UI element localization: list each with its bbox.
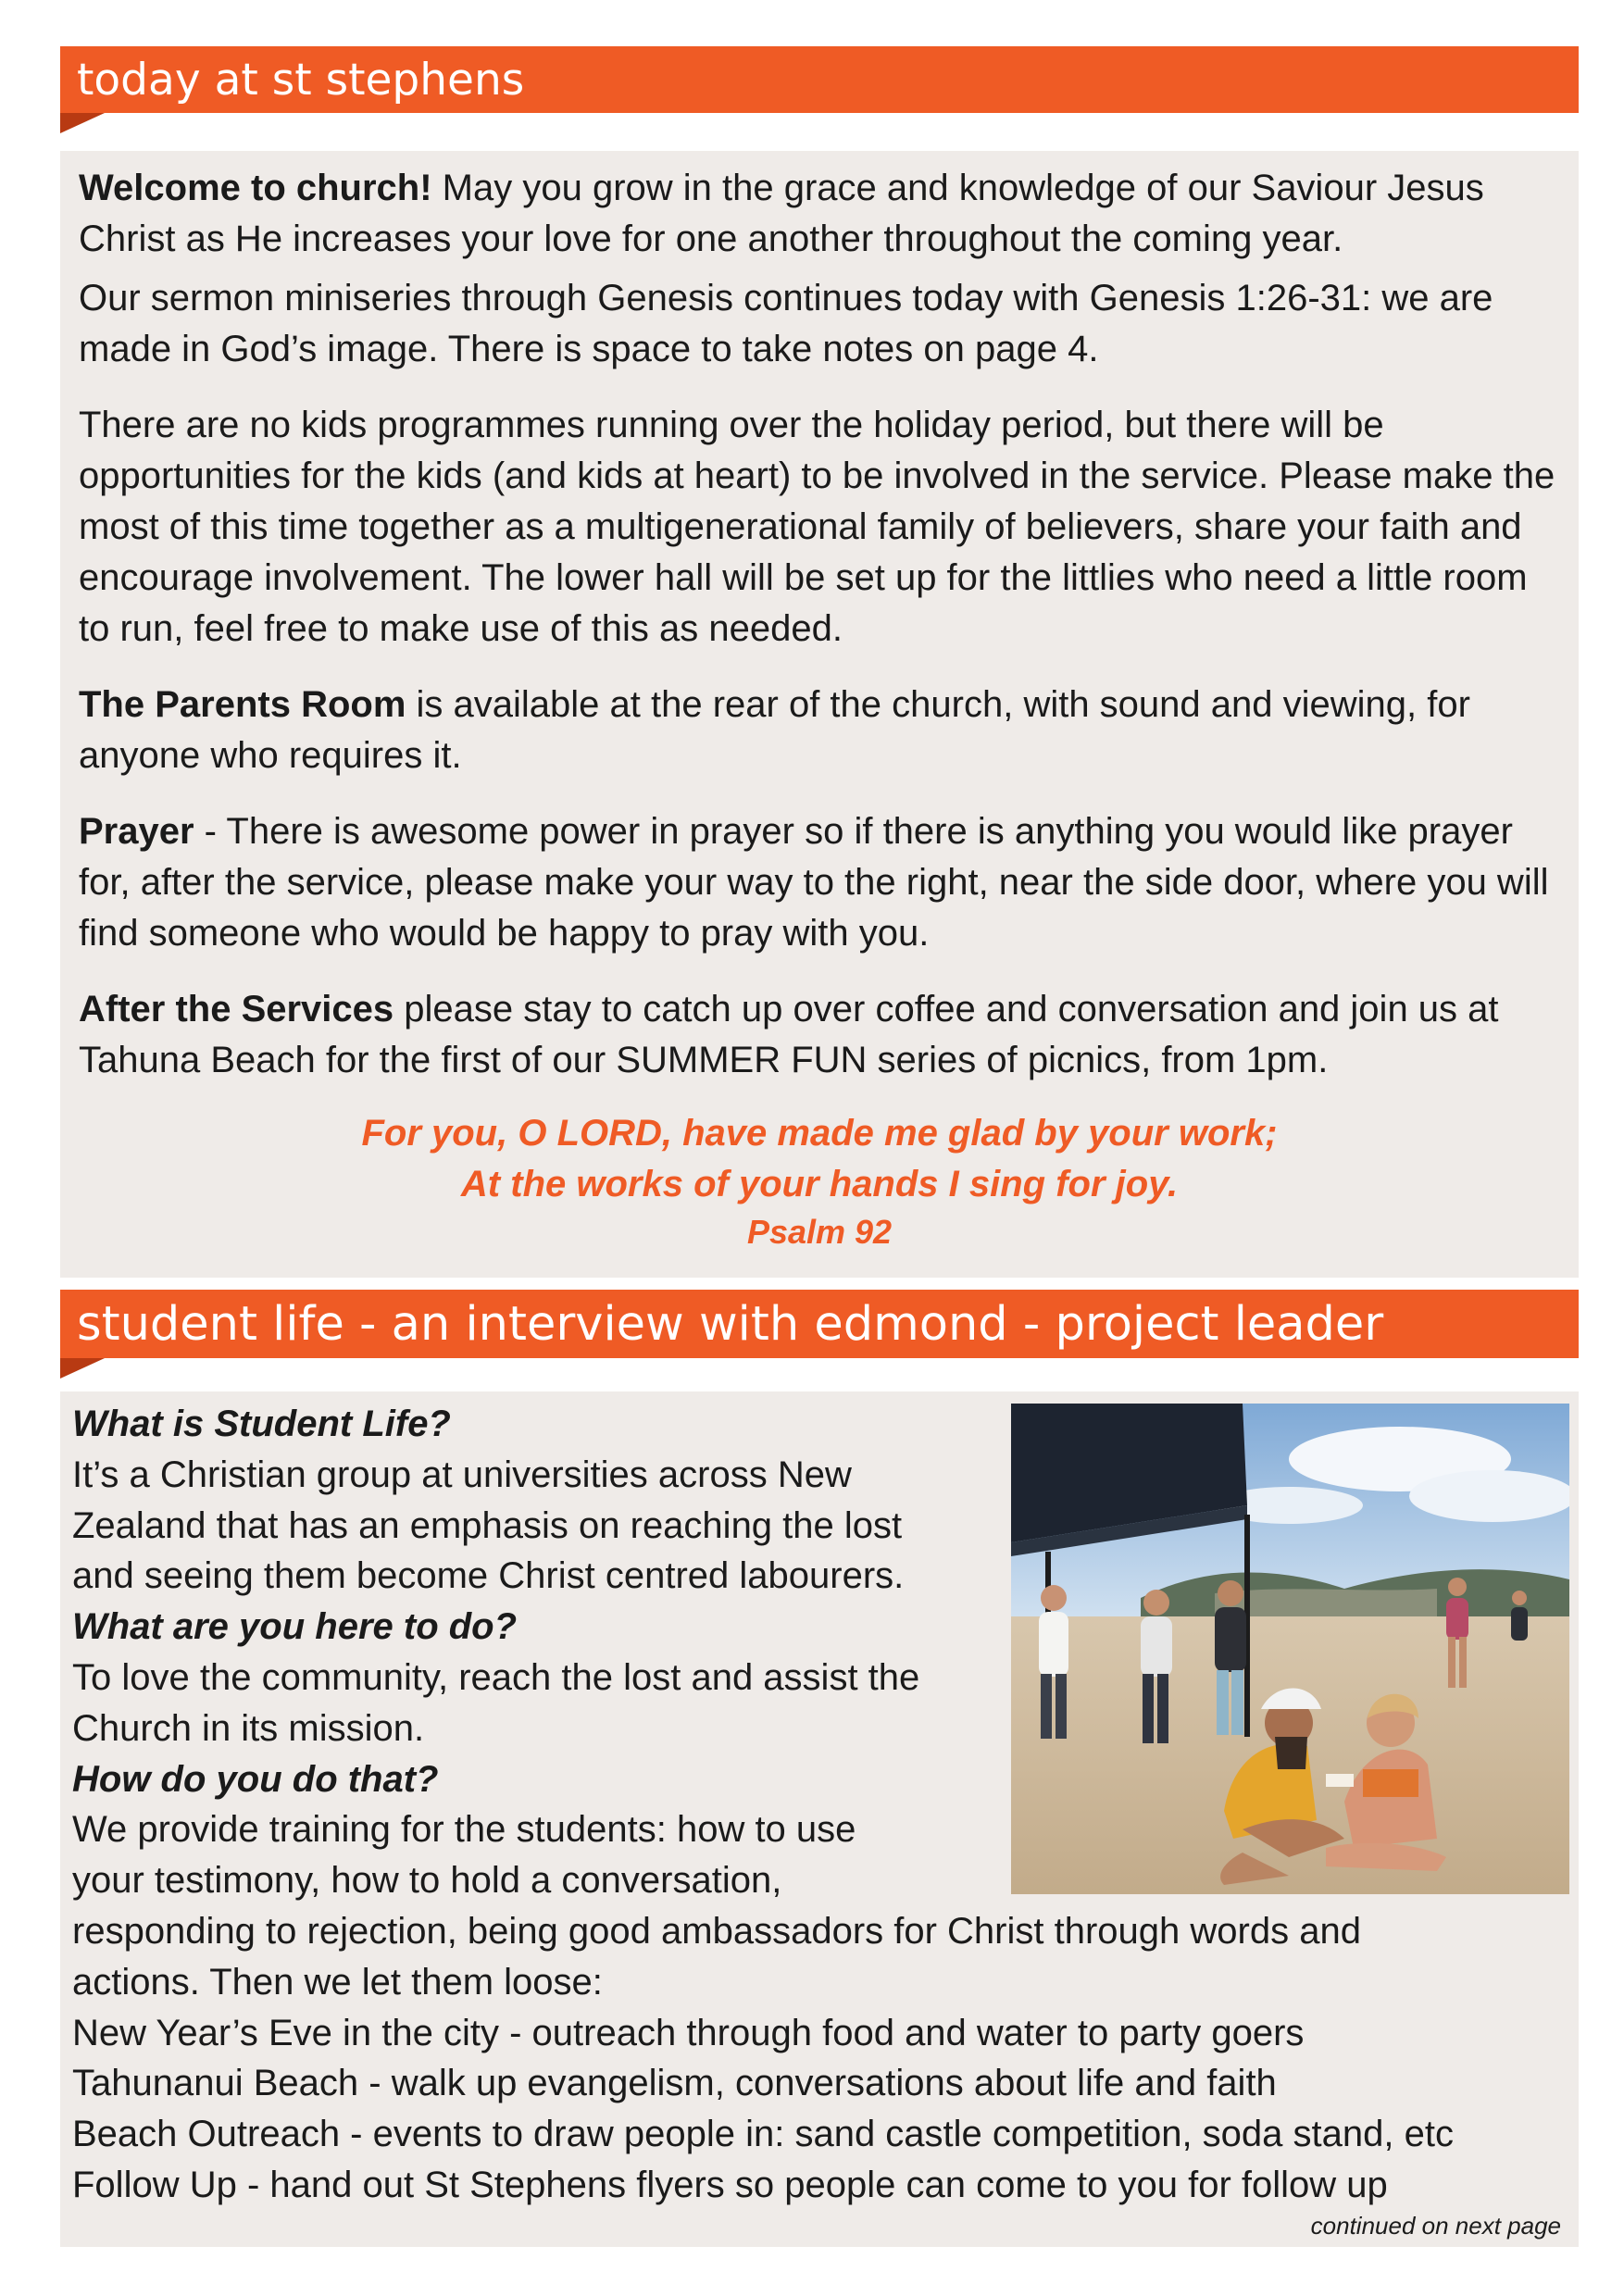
scripture-verse bbox=[79, 1108, 1560, 1254]
outreach-list-item: Beach Outreach - events to draw people in: sand castle competition, soda stand, etc bbox=[72, 2114, 1454, 2155]
question-3: How do you do that? bbox=[72, 1758, 439, 1800]
kids-paragraph: There are no kids programmes running over the holiday period, but there will be opportunities for the kids (and kids at heart) to be involved in the service. Please make the most of this time together as a multigenerational family of believers, share your faith and encourage involvement. The lower hall will be set up for the littlies who need a little room to run, feel free to make use of this as needed. bbox=[79, 405, 1555, 649]
answer-2-line: Church in its mission. bbox=[72, 1707, 425, 1749]
welcome-text: May you grow in the grace and knowledge of our Saviour Jesus Christ as He increases your love for one another throughout the coming year. bbox=[79, 168, 1484, 259]
continued-note: continued on next page bbox=[1310, 2212, 1561, 2240]
section-banner-today bbox=[60, 46, 1579, 113]
answer-3-line: actions. Then we let them loose: bbox=[72, 1961, 603, 2003]
beach-outreach-photo bbox=[1011, 1404, 1569, 1894]
outreach-list-item: Follow Up - hand out St Stephens flyers so people can come to you for follow up bbox=[72, 2164, 1388, 2205]
after-services-lead: After the Services bbox=[79, 989, 394, 1029]
verse-reference: Psalm 92 bbox=[746, 1213, 893, 1251]
answer-2-line: To love the community, reach the lost and assist the bbox=[72, 1656, 920, 1698]
question-2: What are you here to do? bbox=[72, 1606, 518, 1648]
beach-scene-illustration bbox=[1011, 1404, 1569, 1894]
welcome-lead: Welcome to church! bbox=[79, 168, 432, 208]
answer-3-line: responding to rejection, being good ambassadors for Christ through words and bbox=[72, 1910, 1361, 1952]
notices-panel bbox=[60, 151, 1579, 1278]
verse-line-2: At the works of your hands I sing for joy. bbox=[460, 1164, 1179, 1204]
parents-room-text: is available at the rear of the church, with sound and viewing, for anyone who requires it. bbox=[79, 684, 1470, 776]
after-services-text: please stay to catch up over coffee and conversation and join us at Tahuna Beach for the first of our SUMMER FUN series of picnics, from 1pm. bbox=[79, 989, 1499, 1080]
question-1: What is Student Life? bbox=[72, 1404, 451, 1444]
answer-3-line: We provide training for the students: how to use bbox=[72, 1809, 856, 1851]
answer-1-line: and seeing them become Christ centred labourers. bbox=[72, 1555, 905, 1597]
prayer-lead: Prayer bbox=[79, 811, 194, 852]
verse-line-1: For you, O LORD, have made me glad by your work; bbox=[361, 1113, 1278, 1154]
parents-room-lead: The Parents Room bbox=[79, 684, 406, 725]
answer-3-line: your testimony, how to hold a conversation, bbox=[72, 1860, 782, 1902]
section-title: today at st stephens bbox=[77, 55, 525, 106]
section-banner-student-life bbox=[60, 1290, 1579, 1358]
answer-1-line: Zealand that has an emphasis on reaching the lost bbox=[72, 1504, 903, 1546]
prayer-text: - There is awesome power in prayer so if there is anything you would like prayer for, after the service, please make your way to the right, near the side door, where you will find someone who would be happy to pray with you. bbox=[79, 811, 1549, 954]
after-services-paragraph bbox=[79, 984, 1560, 1086]
outreach-list-item: New Year’s Eve in the city - outreach through food and water to party goers bbox=[72, 2012, 1305, 2053]
welcome-paragraph bbox=[79, 163, 1560, 265]
prayer-paragraph bbox=[79, 806, 1560, 959]
outreach-list-item: Tahunanui Beach - walk up evangelism, conversations about life and faith bbox=[72, 2063, 1277, 2104]
section-title: student life - an interview with edmond - project leader bbox=[77, 1297, 1384, 1352]
sermon-paragraph: Our sermon miniseries through Genesis continues today with Genesis 1:26-31: we are made in God’s image. There is space to take notes on page 4. bbox=[79, 278, 1493, 369]
parents-room-paragraph bbox=[79, 680, 1560, 781]
answer-1-line: It’s a Christian group at universities across New bbox=[72, 1454, 852, 1495]
